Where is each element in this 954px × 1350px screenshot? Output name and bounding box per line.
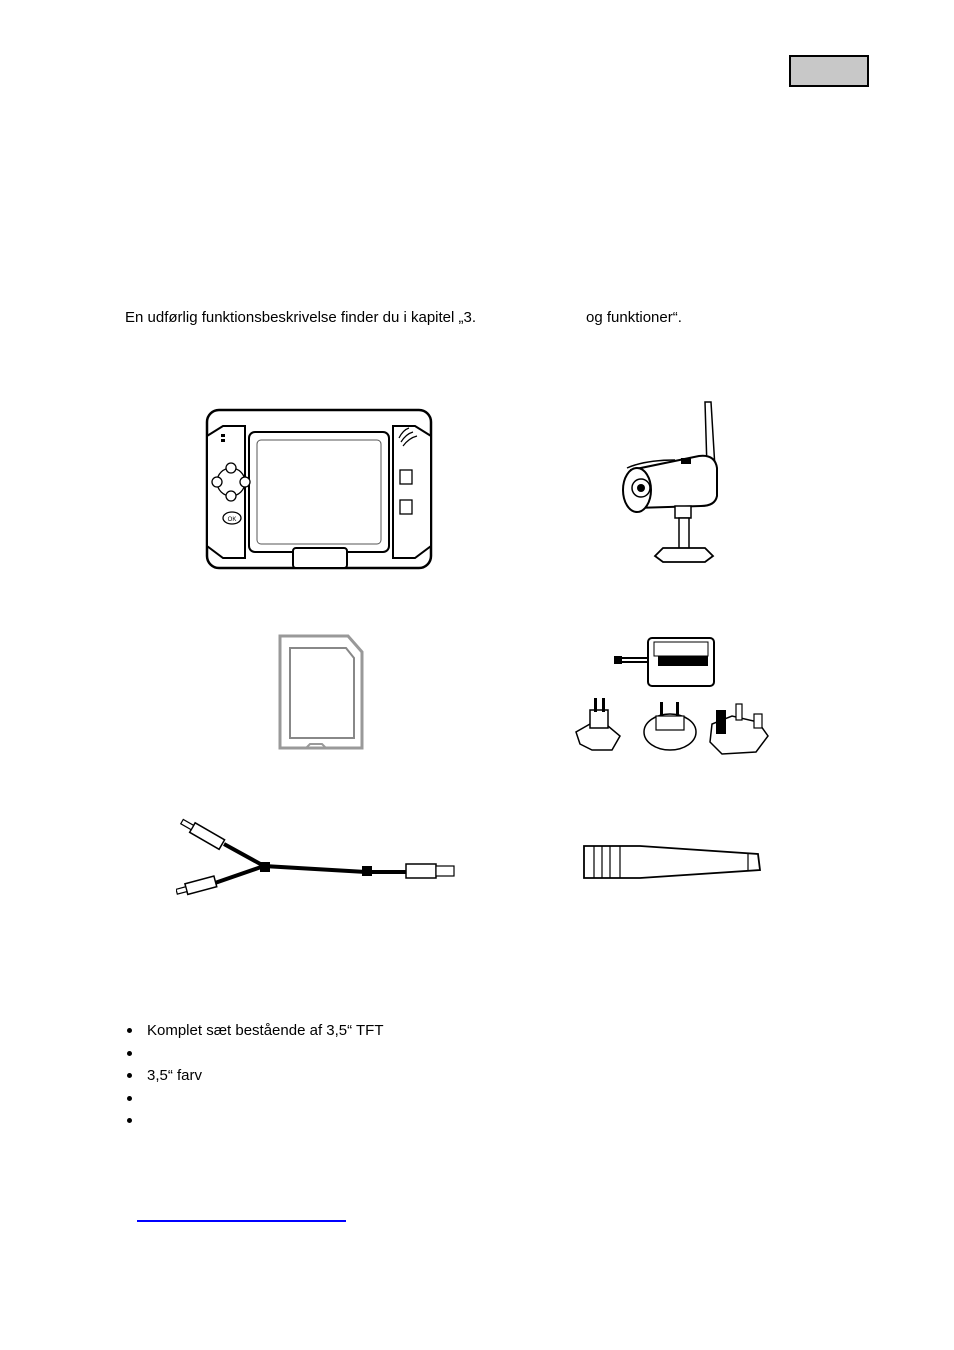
antenna-illustration (580, 842, 765, 882)
camera-illustration (605, 398, 735, 570)
monitor-illustration (205, 408, 435, 573)
feature-item: 3,5“ farv (125, 1065, 384, 1088)
feature-item (125, 1043, 384, 1066)
feature-item: Komplet sæt bestående af 3,5“ TFT (125, 1020, 384, 1043)
svg-text:OK: OK (227, 517, 237, 523)
hyperlink-underline[interactable] (137, 1220, 346, 1222)
feature-item (125, 1110, 384, 1133)
power-adapter-illustration (572, 632, 777, 760)
feature-list (125, 1020, 384, 1133)
sd-card-illustration (276, 634, 366, 752)
intro-text-part1: En udførlig funktionsbeskrivelse finder du i kapitel „3. (125, 309, 477, 326)
av-cable-illustration (176, 818, 461, 896)
language-tab (789, 55, 869, 87)
intro-text-part2: og funktioner“. (586, 309, 682, 326)
feature-item (125, 1088, 384, 1111)
